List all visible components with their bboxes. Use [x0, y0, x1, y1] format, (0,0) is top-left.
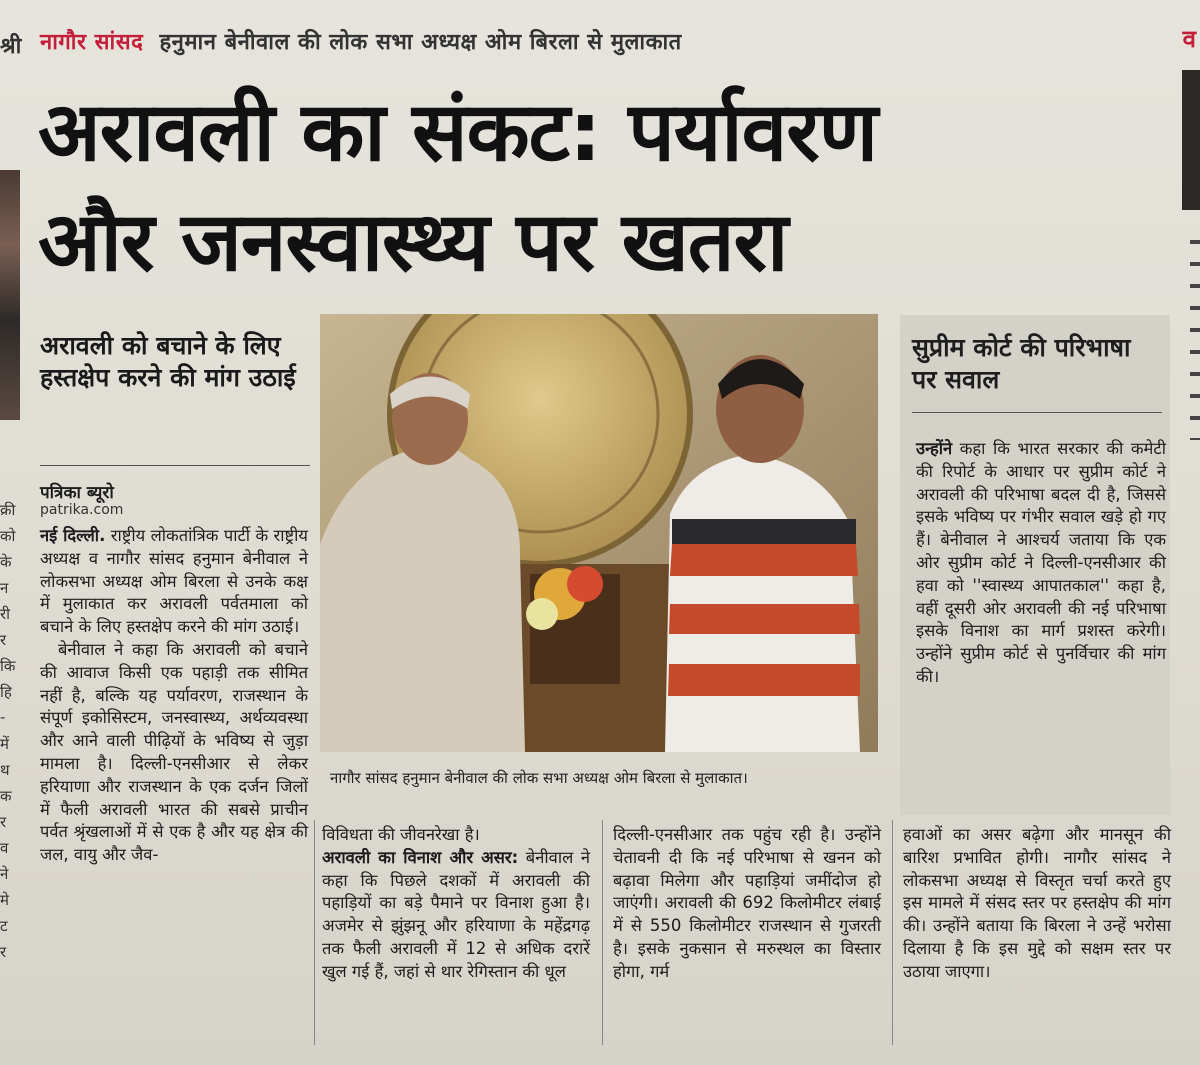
article-column-4	[903, 824, 1171, 984]
divider	[40, 465, 310, 466]
left-edge-fragment: मे	[0, 891, 9, 909]
left-edge-fragment: -	[0, 708, 6, 726]
left-edge-photo	[0, 170, 20, 420]
right-edge-strip	[1170, 0, 1200, 1065]
photo-caption: नागौर सांसद हनुमान बेनीवाल की लोक सभा अध्यक्ष ओम बिरला से मुलाकात।	[330, 769, 748, 787]
right-edge-fragment: व	[1182, 25, 1196, 53]
sidebar-divider	[912, 412, 1162, 413]
left-edge-fragment: में	[0, 735, 9, 753]
top-line-text: हनुमान बेनीवाल की लोक सभा अध्यक्ष ओम बिरला से मुलाकात	[159, 30, 682, 55]
headline-line-2: और जनस्वास्थ्य पर खतरा	[38, 195, 788, 290]
top-kicker: नागौर सांसद	[40, 30, 144, 55]
left-edge-fragment: श्री	[0, 34, 22, 59]
left-edge-strip	[0, 0, 22, 1065]
dateline: नई दिल्ली.	[40, 526, 106, 545]
column1-para1: राष्ट्रीय लोकतांत्रिक पार्टी के राष्ट्रीय अध्यक्ष व नागौर सांसद हनुमान बेनीवाल ने लोकसभा अध्यक्ष ओम बिरला से उनके कक्ष में मुलाकात कर अरावली पर्वतमाला को बचाने के लिए हस्तक्षेप करने की मांग उठाई।	[40, 526, 308, 637]
column4-body: हवाओं का असर बढ़ेगा और मानसून की बारिश प्रभावित होगी। नागौर सांसद ने लोकसभा अध्यक्ष से विस्तृत चर्चा करते हुए इस मामले में संसद स्तर पर हस्तक्षेप की मांग की। उन्होंने बताया कि बिरला ने उन्हें भरोसा दिलाया है कि इस मुद्दे को सक्षम स्तर पर उठाया जाएगा।	[903, 825, 1171, 981]
article-column-2	[322, 824, 590, 984]
column1-para2: बेनीवाल ने कहा कि अरावली को बचाने की आवाज किसी एक पहाड़ी तक सीमित नहीं है, बल्कि यह पर्यावरण, राजस्थान के संपूर्ण इकोसिस्टम, जनस्वास्थ्य, अर्थव्यवस्था और आने वाली पीढ़ियों के भविष्य से जुड़ा मामला है। दिल्ली-एनसीआर से लेकर हरियाणा और राजस्थान के एक दर्जन जिलों में फैली अरावली भारत की सबसे प्राचीन पर्वत श्रृंखलाओं में से एक है और यह क्षेत्र की जल, वायु और जैव-	[40, 639, 308, 865]
left-edge-fragment: को	[0, 527, 16, 545]
left-edge-fragment: थ	[0, 761, 10, 779]
sidebar-text: कहा कि भारत सरकार की कमेटी की रिपोर्ट के आधार पर सुप्रीम कोर्ट ने अरावली की परिभाषा बदल दी है, जिससे इसके भविष्य पर गंभीर सवाल खड़े हो गए हैं। बेनीवाल ने आश्चर्य जताया कि एक ओर सुप्रीम कोर्ट ने दिल्ली-एनसीआर की हवा को ''स्वास्थ्य आपातकाल'' कहा है, वहीं दूसरी ओर अरावली की नई परिभाषा इसके विनाश का मार्ग प्रशस्त करेगी। उन्होंने सुप्रीम कोर्ट से पुनर्विचार की मांग की।	[916, 439, 1166, 686]
sidebar-heading: सुप्रीम कोर्ट की परिभाषा पर सवाल	[912, 333, 1131, 394]
left-edge-fragment: न	[0, 579, 9, 597]
headline-line-1: अरावली का संकट: पर्यावरण	[38, 85, 878, 180]
column3-body: दिल्ली-एनसीआर तक पहुंच रही है। उन्होंने चेतावनी दी कि नई परिभाषा से खनन को बढ़ावा मिलेगा और पहाड़ियां जमींदोज हो जाएंगी। अरावली की 692 किलोमीटर लंबाई में से 550 किलोमीटर राजस्थान से गुजरती है। इसके नुकसान से मरुस्थल का विस्तार होगा, गर्म	[613, 825, 881, 981]
left-edge-fragment: र	[0, 943, 7, 961]
sidebar-lede: उन्होंने	[916, 439, 953, 458]
top-line	[40, 26, 682, 56]
sidebar-body	[916, 438, 1166, 689]
article-column-1	[40, 525, 308, 867]
left-edge-fragment: ट	[0, 917, 8, 935]
column-rule	[892, 820, 893, 1045]
column2-lead: विविधता की जीवनरेखा है।	[322, 825, 480, 844]
byline-site: patrika.com	[40, 502, 124, 518]
column2-subhead: अरावली का विनाश और असर:	[322, 847, 519, 867]
right-edge-headline-fragment	[1182, 70, 1200, 210]
photo-illustration	[320, 314, 878, 752]
left-edge-fragment: र	[0, 631, 7, 649]
left-edge-fragment: री	[0, 605, 11, 623]
left-edge-fragment: क्री	[0, 501, 16, 519]
left-edge-fragment: कि	[0, 657, 16, 675]
left-edge-fragment: र	[0, 813, 7, 831]
byline-name: पत्रिका ब्यूरो	[40, 483, 114, 503]
left-edge-fragment: क	[0, 787, 12, 805]
left-edge-fragment: व	[0, 839, 9, 857]
left-edge-fragment: के	[0, 553, 12, 571]
news-photo	[320, 314, 878, 752]
right-edge-text-fragment	[1190, 240, 1200, 440]
deck-subheadline: अरावली को बचाने के लिए हस्तक्षेप करने की मांग उठाई	[40, 331, 296, 392]
left-edge-fragment: हि	[0, 683, 12, 701]
column-rule	[314, 820, 315, 1045]
left-edge-fragment: ने	[0, 865, 9, 883]
column2-body: बेनीवाल ने कहा कि पिछले दशकों में अरावली की पहाड़ियों का बड़े पैमाने पर विनाश हुआ है। अजमेर से झुंझनू और हरियाणा के महेंद्रगढ़ तक फैली अरावली में 12 से अधिक दरारें खुल गई हैं, जहां से थार रेगिस्तान की धूल	[322, 847, 590, 981]
column-rule	[602, 820, 603, 1045]
article-column-3	[613, 824, 881, 984]
